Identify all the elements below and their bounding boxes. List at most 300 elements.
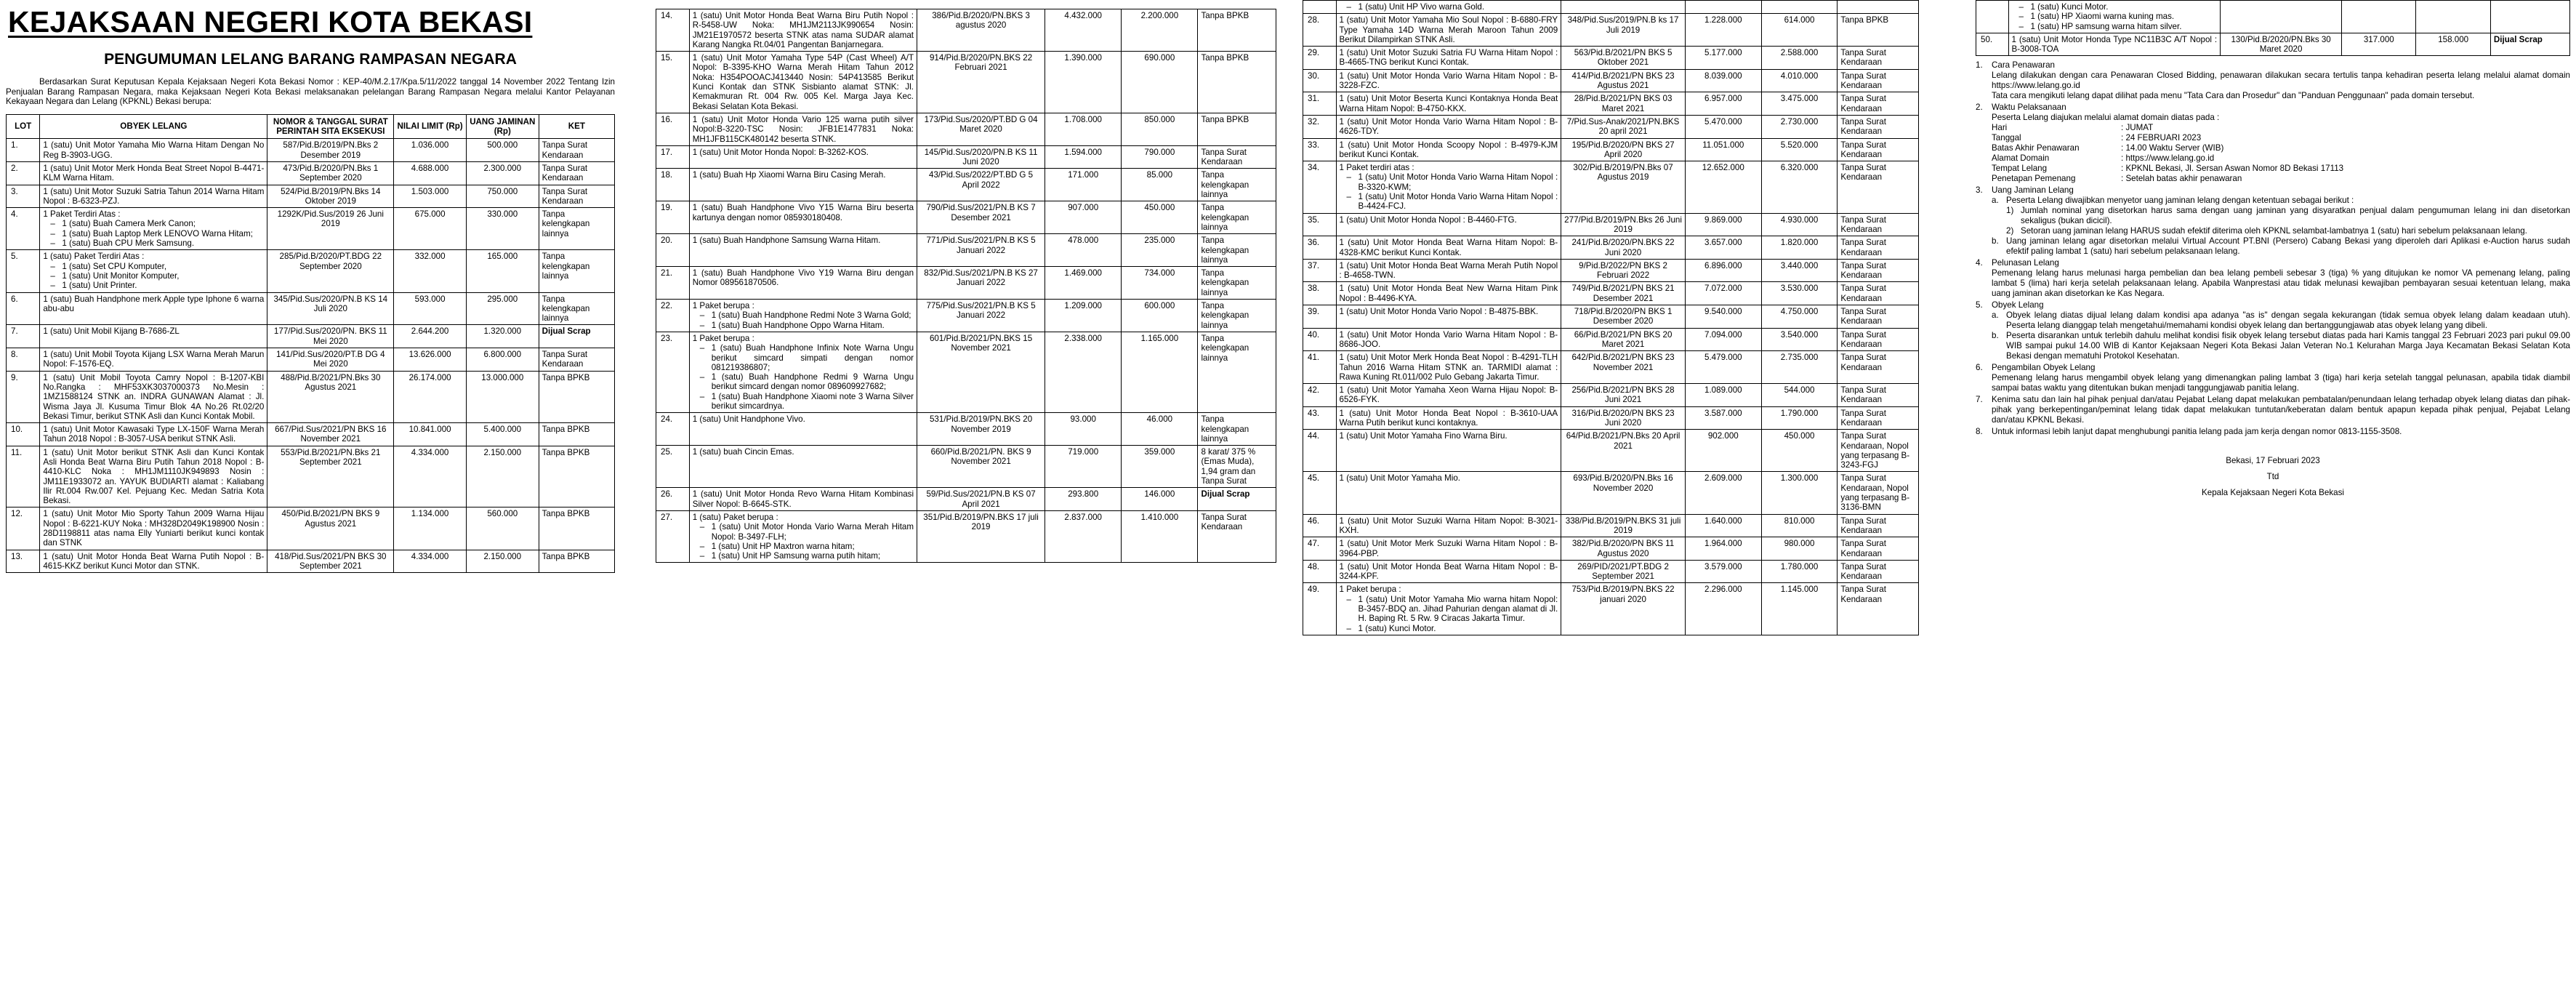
lot-item: – 1 (satu) Unit Monitor Komputer, <box>50 271 264 281</box>
lot-limit: 593.000 <box>394 292 467 325</box>
lot-note: Tanpa Surat Kendaraan <box>1838 138 1919 161</box>
lot-object-cell <box>689 234 917 267</box>
table-row <box>7 292 615 325</box>
table-row <box>656 234 1276 267</box>
lot-object: 1 Paket berupa : <box>1339 585 1401 595</box>
header-ket: KET <box>539 114 614 139</box>
lot-number: 15. <box>656 52 690 113</box>
lot-object-cell <box>1336 351 1561 384</box>
lot-number: 3. <box>7 185 40 208</box>
lot-number: 33. <box>1303 138 1337 161</box>
lot-note: Dijual Scrap <box>539 325 614 348</box>
lot-limit: 332.000 <box>394 250 467 292</box>
term-title: Pengambilan Obyek Lelang <box>1992 363 2096 373</box>
lot-decree: 749/Pid.B/2021/PN BKS 21 Desember 2021 <box>1561 282 1686 305</box>
lot-note: Tanpa Surat Kendaraan <box>1838 583 1919 635</box>
lot-limit: 1.964.000 <box>1685 537 1761 561</box>
lot-limit: 11.051.000 <box>1685 138 1761 161</box>
lot-number: 39. <box>1303 305 1337 329</box>
column-3 <box>1303 0 1919 635</box>
lot-object: 1 (satu) Unit Motor Yamaha Fino Warna Biru. <box>1339 431 1508 441</box>
lot-limit: 6.896.000 <box>1685 259 1761 282</box>
term-title: Obyek Lelang <box>1992 300 2044 310</box>
table-row <box>7 446 615 507</box>
lot-decree: 338/Pid.B/2019/PN.BKS 31 juli 2019 <box>1561 514 1686 537</box>
term-number: 6. <box>1976 363 1983 373</box>
lot-limit: 7.094.000 <box>1685 328 1761 351</box>
lot-decree: 414/Pid.B/2021/PN BKS 23 Agustus 2021 <box>1561 69 1686 92</box>
lot-note: Tanpa kelengkapan lainnya <box>539 208 614 250</box>
lot-object-cell <box>1336 92 1561 116</box>
lot-number: 40. <box>1303 328 1337 351</box>
table-row <box>1303 384 1919 407</box>
lot-number: 35. <box>1303 213 1337 236</box>
term-6 <box>1976 363 2570 393</box>
lot-note: Tanpa BPKB <box>1198 113 1276 145</box>
lot-limit: 9.540.000 <box>1685 305 1761 329</box>
lot-deposit: 6.320.000 <box>1761 161 1838 213</box>
lot-note: Tanpa Surat Kendaraan <box>539 161 614 185</box>
lot-number: 7. <box>7 325 40 348</box>
lot-limit: 7.072.000 <box>1685 282 1761 305</box>
lot-decree: 43/Pid.Sus/2022/PT.BD G 5 April 2022 <box>917 169 1045 201</box>
table-row <box>1303 236 1919 260</box>
lot-object-cell <box>689 52 917 113</box>
schedule-value: : https://www.lelang.go.id <box>2121 153 2215 164</box>
table-row <box>1976 33 2570 56</box>
lot-number: 41. <box>1303 351 1337 384</box>
lot-note: Tanpa BPKB <box>539 446 614 507</box>
lot-deposit: 5.520.000 <box>1761 138 1838 161</box>
lot-note: Tanpa Surat Kendaraan <box>1838 69 1919 92</box>
lot-deposit: 46.000 <box>1122 413 1198 446</box>
lot-limit: 26.174.000 <box>394 371 467 422</box>
lot-limit: 317.000 <box>2342 33 2416 56</box>
table-row <box>7 507 615 550</box>
schedule-value: : JUMAT <box>2121 123 2154 133</box>
lot-object-cell <box>689 332 917 412</box>
lot-limit: 171.000 <box>1045 169 1122 201</box>
term-5a: Obyek lelang diatas dijual lelang dalam kondisi apa adanya "as is" dengan segala kekurangan (tidak semua obyek lelang dalam keadaan utuh). Peserta lelang dianggap telah mengetahui/memahami kondisi obyek lelang dan bertanggungjawab atas obyek lelang yang dibeli. <box>2006 310 2570 331</box>
lot-number: 22. <box>656 300 690 332</box>
lot-object-cell <box>40 250 267 292</box>
lot-object: 1 (satu) Unit Motor Honda Beat Warna Putih Nopol : B-4615-KKZ berikut Kunci Motor dan STNK. <box>43 551 265 571</box>
lot-limit: 1.469.000 <box>1045 267 1122 300</box>
lot-decree: 718/Pid.B/2020/PN BKS 1 Desember 2020 <box>1561 305 1686 329</box>
lot-item-list <box>43 262 264 291</box>
lot-number: 29. <box>1303 47 1337 70</box>
schedule-key: Alamat Domain <box>1992 153 2050 164</box>
lot-decree: 345/Pid.Sus/2020/PN.B KS 14 Juli 2020 <box>267 292 394 325</box>
lot-object: 1 (satu) Unit Motor Honda Revo Warna Hitam Kombinasi Silver Nopol: B-6645-STK. <box>692 489 914 509</box>
lot-limit: 4.432.000 <box>1045 9 1122 52</box>
lot-number: 48. <box>1303 560 1337 583</box>
lot-decree: 563/Pid.B/2021/PN BKS 5 Oktober 2021 <box>1561 47 1686 70</box>
lot-decree: 473/Pid.B/2020/PN.Bks 1 September 2020 <box>267 161 394 185</box>
lot-limit: 10.841.000 <box>394 423 467 446</box>
lot-decree: 269/PID/2021/PT.BDG 2 September 2021 <box>1561 560 1686 583</box>
lot-number: 50. <box>1976 33 2009 56</box>
lot-note: Tanpa Surat Kendaraan, Nopol yang terpasang B-3243-FGJ <box>1838 430 1919 472</box>
term-2 <box>1976 103 2570 184</box>
lot-number: 43. <box>1303 406 1337 430</box>
lot-object: 1 (satu) Unit Mobil Kijang B-7686-ZL <box>43 326 180 337</box>
empty-cell <box>1838 1 1919 14</box>
lot-deposit: 4.750.000 <box>1761 305 1838 329</box>
lot-item: – 1 (satu) Unit Motor Honda Vario Warna Hitam Nopol : B-3320-KWM; <box>1347 172 1558 192</box>
lot-object-cell <box>1336 583 1561 635</box>
lot-object: 1 (satu) Unit Motor Honda Vario 125 warna putih silver Nopol:B-3220-TSC Nosin: JFB1E1477831 Noka: MH1JFB115CK480142 beserta STNK. <box>692 114 914 144</box>
lot-item-list <box>2012 2 2218 31</box>
lot-deposit: 3.530.000 <box>1761 282 1838 305</box>
lot-deposit: 1.780.000 <box>1761 560 1838 583</box>
signature-place-date: Bekasi, 17 Februari 2023 <box>2226 456 2320 466</box>
table-row <box>1303 537 1919 561</box>
lot-item-list <box>693 522 914 561</box>
lot-decree: 601/Pid.B/2021/PN.BKS 15 November 2021 <box>917 332 1045 412</box>
lot-item-list <box>1340 2 1558 12</box>
table-row-continuation <box>1303 1 1919 14</box>
lot-decree: 277/Pid.B/2019/PN.Bks 26 Juni 2019 <box>1561 213 1686 236</box>
lot-deposit: 146.000 <box>1122 488 1198 511</box>
lot-number: 10. <box>7 423 40 446</box>
lot-object: 1 (satu) Unit Motor Mio Sporty Tahun 2009 Warna Hijau Nopol : B-6221-KUY Noka : MH328D2049K198900 Nosin : 28D1198811 atas nama Elly Yuniarti berikut kunci kontak dan STNK <box>43 509 265 548</box>
lot-number: 21. <box>656 267 690 300</box>
lot-note: Tanpa Surat Kendaraan <box>539 139 614 162</box>
lot-object-cell <box>1336 472 1561 514</box>
lot-object: 1 (satu) Paket berupa : <box>692 512 778 522</box>
lot-object-cell <box>1336 1 1561 14</box>
lot-limit: 2.644.200 <box>394 325 467 348</box>
header-nomor: NOMOR & TANGGAL SURAT PERINTAH SITA EKSEKUSI <box>267 114 394 139</box>
lot-note: Tanpa Surat Kendaraan <box>1198 145 1276 169</box>
table-row <box>1303 328 1919 351</box>
lot-limit: 5.470.000 <box>1685 115 1761 138</box>
schedule-rows <box>1976 123 2570 184</box>
lot-object: 1 (satu) Unit Motor Suzuki Satria Tahun 2014 Warna Hitam Nopol : B-6323-PZJ. <box>43 186 265 206</box>
lot-note: Tanpa kelengkapan lainnya <box>539 292 614 325</box>
term-number: 8. <box>1976 427 1983 437</box>
table-row <box>656 510 1276 562</box>
lot-number: 4. <box>7 208 40 250</box>
lot-item: – 1 (satu) HP samsung warna hitam silver. <box>2019 22 2218 31</box>
lot-decree: 64/Pid.B/2021/PN.Bks 20 April 2021 <box>1561 430 1686 472</box>
lot-decree: 667/Pid.Sus/2021/PN BKS 16 November 2021 <box>267 423 394 446</box>
lot-decree: 771/Pid.Sus/2021/PN.B KS 5 Januari 2022 <box>917 234 1045 267</box>
lot-decree: 1292K/Pid.Sus/2019 26 Juni 2019 <box>267 208 394 250</box>
lot-note: Tanpa Surat Kendaraan <box>1838 259 1919 282</box>
schedule-key: Tempat Lelang <box>1992 164 2048 174</box>
table-row <box>1303 282 1919 305</box>
lot-deposit: 850.000 <box>1122 113 1198 145</box>
lot-decree: 587/Pid.B/2019/PN.Bks 2 Desember 2019 <box>267 139 394 162</box>
lot-item: – 1 (satu) Set CPU Komputer, <box>50 262 264 271</box>
schedule-row <box>1976 133 2570 143</box>
lot-decree: 524/Pid.B/2019/PN.Bks 14 Oktober 2019 <box>267 185 394 208</box>
table-row <box>1303 92 1919 116</box>
lot-decree: 285/Pid.B/2020/PT.BDG 22 September 2020 <box>267 250 394 292</box>
lot-deposit: 500.000 <box>466 139 539 162</box>
lot-object-cell <box>1336 430 1561 472</box>
lot-object-cell <box>40 161 267 185</box>
term-number: 7. <box>1976 395 1983 405</box>
lot-item: – 1 (satu) Kunci Motor. <box>2019 2 2218 12</box>
lot-deposit: 5.400.000 <box>466 423 539 446</box>
term-4 <box>1976 258 2570 299</box>
column-2 <box>656 9 1276 563</box>
lots-table-2 <box>656 9 1276 563</box>
lot-number: 9. <box>7 371 40 422</box>
lot-deposit: 450.000 <box>1761 430 1838 472</box>
lot-deposit: 3.440.000 <box>1761 259 1838 282</box>
lot-deposit: 85.000 <box>1122 169 1198 201</box>
lot-object: 1 (satu) Buah Handphone merk Apple type Iphone 6 warna abu-abu <box>43 294 265 313</box>
lot-decree: 531/Pid.B/2019/PN.BKS 20 November 2019 <box>917 413 1045 446</box>
lot-number: 47. <box>1303 537 1337 561</box>
lot-limit: 1.089.000 <box>1685 384 1761 407</box>
table-row <box>656 413 1276 446</box>
lots-table-3 <box>1303 0 1919 635</box>
lot-object: 1 (satu) Unit Handphone Vivo. <box>692 414 805 425</box>
lot-decree: 256/Pid.B/2021/PN BKS 28 Juni 2021 <box>1561 384 1686 407</box>
lot-deposit: 450.000 <box>1122 201 1198 234</box>
lot-object-cell <box>689 413 917 446</box>
lot-note: Tanpa BPKB <box>1838 14 1919 47</box>
lot-limit: 8.039.000 <box>1685 69 1761 92</box>
page-subtitle: PENGUMUMAN LELANG BARANG RAMPASAN NEGARA <box>104 51 517 68</box>
lot-note: Tanpa Surat Kendaraan <box>1838 537 1919 561</box>
lot-number: 8. <box>7 348 40 372</box>
table-row <box>1303 351 1919 384</box>
lot-object: 1 (satu) Unit Motor Yamaha Type 54P (Cast Wheel) A/T Nopol: B-3395-KHO Warna Merah Hitam Tahun 2012 Noka: H354POOACJ413440 Nosin: 54P413585 Berikut Kunci Kontak dan STNK Sisbianto alamat STNK: Jl. Kemakmuran Rt. 004 Rw. 005 Kel. Marga Jaya Kec. Bekasi Selatan Kota Bekasi. <box>692 53 914 111</box>
lot-object-cell <box>689 9 917 52</box>
lot-note: Tanpa kelengkapan lainnya <box>1198 413 1276 446</box>
lot-object: 1 (satu) Unit Motor Honda Vario Nopol : B-4875-BBK. <box>1339 307 1539 317</box>
lot-deposit: 2.150.000 <box>466 550 539 573</box>
lot-deposit: 750.000 <box>466 185 539 208</box>
lot-deposit: 330.000 <box>466 208 539 250</box>
schedule-value: : 14.00 Waktu Server (WIB) <box>2121 143 2224 153</box>
lot-number: 6. <box>7 292 40 325</box>
term-3a1: Jumlah nominal yang disetorkan harus sama dengan uang jaminan yang disyaratkan penjual dalam pengumuman lelang ini dan disetorkan sekaligus (bukan dicicil). <box>2021 206 2570 226</box>
lot-item: – 1 (satu) Unit Motor Yamaha Mio warna hitam Nopol: B-3457-BDQ an. Jihad Pahurian dengan alamat di Jl. H. Baping Rt. 5 Rw. 9 Ciracas Jakarta Timur. <box>1347 595 1558 624</box>
lot-object-cell <box>689 145 917 169</box>
lot-object-cell <box>2008 1 2221 33</box>
lot-number: 42. <box>1303 384 1337 407</box>
lot-decree: 348/Pid.Sus/2019/PN.B ks 17 Juli 2019 <box>1561 14 1686 47</box>
lot-object-cell <box>40 139 267 162</box>
lot-object-cell <box>689 488 917 511</box>
table-row <box>1303 560 1919 583</box>
lot-limit: 907.000 <box>1045 201 1122 234</box>
lot-object: 1 (satu) Unit Motor Honda Type NC11B3C A/T Nopol : B-3008-TOA <box>2011 34 2218 55</box>
lot-decree: 28/Pid.B/2021/PN BKS 03 Maret 2021 <box>1561 92 1686 116</box>
schedule-row <box>1976 164 2570 174</box>
lot-object-cell <box>689 113 917 145</box>
table-row <box>1303 213 1919 236</box>
lot-object-cell <box>1336 406 1561 430</box>
lot-decree: 9/Pid.B/2022/PN BKS 2 Februari 2022 <box>1561 259 1686 282</box>
lot-decree: 642/Pid.B/2021/PN BKS 23 November 2021 <box>1561 351 1686 384</box>
lot-limit: 1.228.000 <box>1685 14 1761 47</box>
term-number: 3. <box>1976 185 1983 196</box>
lot-deposit: 2.300.000 <box>466 161 539 185</box>
term-body: Untuk informasi lebih lanjut dapat menghubungi panitia lelang pada jam kerja dengan nomor 0813-1155-3508. <box>1992 427 2402 437</box>
lot-note: Tanpa BPKB <box>539 423 614 446</box>
schedule-value: : 24 FEBRUARI 2023 <box>2121 133 2202 143</box>
lot-number: 23. <box>656 332 690 412</box>
table-row <box>7 208 615 250</box>
lot-object: 1 (satu) buah Cincin Emas. <box>692 447 794 457</box>
empty-cell <box>2416 1 2490 33</box>
lot-limit: 1.390.000 <box>1045 52 1122 113</box>
lot-object-cell <box>40 550 267 573</box>
table-row <box>7 250 615 292</box>
lot-object: 1 Paket berupa : <box>692 301 754 311</box>
lot-note: Dijual Scrap <box>1198 488 1276 511</box>
empty-cell <box>2221 1 2342 33</box>
header-objek: OBYEK LELANG <box>40 114 267 139</box>
lot-object-cell <box>689 169 917 201</box>
lot-number: 25. <box>656 446 690 488</box>
lot-object: 1 (satu) Unit Motor Honda Vario Warna Hitam Nopol : B-4626-TDY. <box>1339 116 1558 137</box>
table-row <box>1303 69 1919 92</box>
table-row <box>1303 138 1919 161</box>
lot-object: 1 (satu) Unit Motor Honda Beat Warna Hitam Nopol: B-4328-KMC berikut Kunci Kontak. <box>1339 238 1558 257</box>
lot-deposit: 790.000 <box>1122 145 1198 169</box>
lot-number: 13. <box>7 550 40 573</box>
term-number: 1. <box>1976 60 1983 71</box>
table-row <box>656 488 1276 511</box>
lot-decree: 488/Pid.B/2021/PN.Bks 30 Agustus 2021 <box>267 371 394 422</box>
lot-limit: 13.626.000 <box>394 348 467 372</box>
lot-object-cell <box>1336 69 1561 92</box>
lot-object-cell <box>1336 328 1561 351</box>
lot-decree: 177/Pid.Sus/2020/PN. BKS 11 Mei 2020 <box>267 325 394 348</box>
lot-deposit: 1.165.000 <box>1122 332 1198 412</box>
lot-number: 11. <box>7 446 40 507</box>
column-1 <box>6 6 615 573</box>
lot-deposit: 2.730.000 <box>1761 115 1838 138</box>
lot-note: Tanpa Surat Kendaraan, Nopol yang terpasang B-3136-BMN <box>1838 472 1919 514</box>
lot-decree: 351/Pid.B/2019/PN.BKS 17 juli 2019 <box>917 510 1045 562</box>
lot-limit: 2.338.000 <box>1045 332 1122 412</box>
lot-note: Tanpa kelengkapan lainnya <box>1198 169 1276 201</box>
table-row <box>7 423 615 446</box>
lot-object-cell <box>1336 282 1561 305</box>
lot-deposit: 13.000.000 <box>466 371 539 422</box>
lot-object: 1 (satu) Unit Motor Merk Suzuki Warna Hitam Nopol : B-3964-PBP. <box>1339 539 1558 558</box>
table-row <box>656 300 1276 332</box>
term-body: Tata cara mengikuti lelang dapat dilihat pada menu "Tata Cara dan Prosedur" dan "Panduan Penggunaan" pada domain tersebut. <box>1992 91 2475 101</box>
lot-number: 12. <box>7 507 40 550</box>
lot-number: 45. <box>1303 472 1337 514</box>
signature-block <box>1976 453 2570 501</box>
lot-item-list <box>43 219 264 248</box>
schedule-row <box>1976 174 2570 184</box>
lot-decree: 59/Pid.Sus/2021/PN.B KS 07 April 2021 <box>917 488 1045 511</box>
lot-decree: 141/Pid.Sus/2020/PT.B DG 4 Mei 2020 <box>267 348 394 372</box>
lot-deposit: 295.000 <box>466 292 539 325</box>
lot-object-cell <box>1336 138 1561 161</box>
lot-deposit: 810.000 <box>1761 514 1838 537</box>
empty-cell <box>2342 1 2416 33</box>
lot-deposit: 1.320.000 <box>466 325 539 348</box>
lot-item: – 1 (satu) Buah CPU Merk Samsung. <box>50 238 264 248</box>
lot-item: – 1 (satu) Buah Handphone Redmi 9 Warna Ungu berikut simcard dengan nomor 089609927682; <box>700 372 914 392</box>
lot-object-cell <box>1336 560 1561 583</box>
lot-decree: 914/Pid.B/2020/PN.BKS 22 Februari 2021 <box>917 52 1045 113</box>
table-row <box>1303 115 1919 138</box>
table-row <box>1303 430 1919 472</box>
lot-deposit: 544.000 <box>1761 384 1838 407</box>
lot-note: Tanpa Surat Kendaraan <box>1838 560 1919 583</box>
table-row <box>7 550 615 573</box>
lot-number: 38. <box>1303 282 1337 305</box>
term-number: 5. <box>1976 300 1983 310</box>
table-row <box>1303 583 1919 635</box>
lot-note: Tanpa Surat Kendaraan <box>1838 305 1919 329</box>
lot-item: – 1 (satu) Buah Handphone Infinix Note Warna Ungu berikut simcard simpati dengan nomor 081219386807; <box>700 343 914 372</box>
lot-limit: 4.334.000 <box>394 446 467 507</box>
lot-object: 1 (satu) Unit Motor Merk Honda Beat Street Nopol B-4471-KLM Warna Hitam. <box>43 163 265 183</box>
lot-deposit: 2.588.000 <box>1761 47 1838 70</box>
table-row <box>7 161 615 185</box>
lot-deposit: 3.475.000 <box>1761 92 1838 116</box>
lot-decree: 130/Pid.B/2020/PN.Bks 30 Maret 2020 <box>2221 33 2342 56</box>
lot-item: – 1 (satu) Buah Handphone Xiaomi note 3 Warna Silver berikut simcardnya. <box>700 392 914 412</box>
lot-number: 31. <box>1303 92 1337 116</box>
lot-limit: 675.000 <box>394 208 467 250</box>
table-row <box>656 145 1276 169</box>
lot-object-cell <box>1336 213 1561 236</box>
lots-table-4 <box>1976 0 2570 56</box>
table-row <box>7 185 615 208</box>
lot-number: 27. <box>656 510 690 562</box>
lot-decree: 450/Pid.B/2021/PN BKS 9 Agustus 2021 <box>267 507 394 550</box>
lot-deposit: 165.000 <box>466 250 539 292</box>
lot-item: – 1 (satu) Buah Laptop Merk LENOVO Warna Hitam; <box>50 229 264 238</box>
lot-decree: 386/Pid.B/2020/PN.BKS 3 agustus 2020 <box>917 9 1045 52</box>
lot-object: 1 Paket Terdiri Atas : <box>43 209 121 220</box>
table-row <box>656 332 1276 412</box>
lot-item-list <box>693 343 914 411</box>
lot-limit: 6.957.000 <box>1685 92 1761 116</box>
lot-object-cell <box>1336 115 1561 138</box>
lot-number-cell <box>1976 1 2009 33</box>
table-header-row <box>7 114 615 139</box>
lot-object-cell <box>689 446 917 488</box>
lot-decree: 832/Pid.Sus/2021/PN.B KS 27 Januari 2022 <box>917 267 1045 300</box>
signature-signer: Kepala Kejaksaan Negeri Kota Bekasi <box>2202 488 2344 498</box>
schedule-key: Tanggal <box>1992 133 2021 143</box>
lot-object: 1 (satu) Unit Motor Yamaha Mio Warna Hitam Dengan No Reg B-3903-UGG. <box>43 140 265 160</box>
lot-deposit: 359.000 <box>1122 446 1198 488</box>
schedule-value: : Setelah batas akhir penawaran <box>2121 174 2242 184</box>
lot-limit: 93.000 <box>1045 413 1122 446</box>
term-title: Waktu Pelaksanaan <box>1992 103 2066 113</box>
lot-decree: 382/Pid.B/2020/PN BKS 11 Agustus 2020 <box>1561 537 1686 561</box>
lot-item: – 1 (satu) Unit HP Maxtron warna hitam; <box>700 542 914 551</box>
table-row <box>656 9 1276 52</box>
lot-item-list <box>693 310 914 330</box>
table-row <box>656 446 1276 488</box>
lot-deposit: 3.540.000 <box>1761 328 1838 351</box>
lot-note: Tanpa BPKB <box>1198 9 1276 52</box>
lot-note: Tanpa Surat Kendaraan <box>1838 92 1919 116</box>
lot-object-cell <box>689 267 917 300</box>
lot-number: 18. <box>656 169 690 201</box>
